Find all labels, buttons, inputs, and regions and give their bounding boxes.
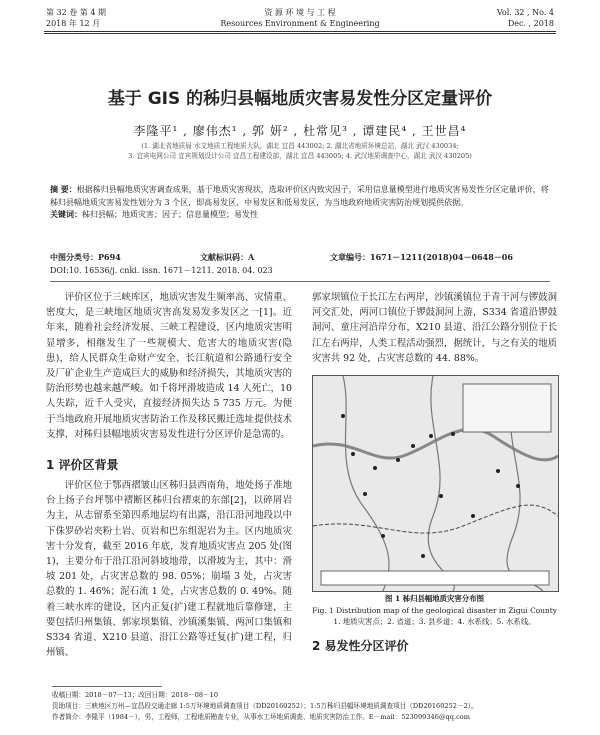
abstract-label: 摘 要： [50, 185, 77, 194]
keywords-label: 关键词： [50, 210, 82, 219]
continued-paragraph: 郭家坝镇位于长江左右两岸，沙镇溪镇位于青干河与锣鼓洞河交汇处，两河口镇位于锣鼓洞河上游，S334 省道沿锣鼓洞河、童庄河沿岸分布，X210 县道、沿江公路分别位于长江左右两岸，人类工程活动强烈，据统计，与之有关的地质灾害共 92 处，占灾害总数的 44. 88%。 [312, 292, 557, 364]
right-column-top [312, 290, 557, 366]
inset-map [463, 384, 551, 432]
abstract-block [50, 184, 550, 222]
map-legend [321, 571, 549, 585]
journal-name-en: Resources Environment & Engineering [220, 19, 380, 28]
volume-issue-en: Vol. 32 , No. 4 [496, 8, 554, 17]
left-column-top [46, 290, 292, 442]
abstract-text: 根据秭归县幅地质灾害调查成果，基于地质灾害现状，选取评价区内致灾因子，采用信息量模型进行地质灾害易发性分区定量评价，将秭归县幅地质灾害易发性划分为 3 个区，即高易发区、中易发区和低易发区，为当地政府地质灾害防治规划提供依据。 [50, 185, 549, 207]
affiliation-line-2: 3. 宜宾电网公司 宜宾规划设计公司 宜昌工程建设部，湖北 宜昌 443005; 4. 武汉地质调查中心，湖北 武汉 430205) [128, 152, 472, 160]
doi: DOI:10. 16536/j. cnki. issn. 1671－1211. 2018. 04. 023 [50, 266, 273, 275]
article-number: 文章编号：1671－1211(2018)04－0648－06 [330, 252, 513, 262]
received-date: 收稿日期：2018－07－13；改回日期：2018－08－10 [52, 691, 219, 699]
journal-volume-en [497, 7, 554, 29]
figure-caption-en: Fig. 1 Distribution map of the geological disaster in Zigui County [312, 606, 557, 615]
publication-date: 2018 年 12 月 [46, 19, 101, 28]
left-column-bottom [46, 478, 292, 660]
footnote-rule [52, 686, 162, 687]
background-paragraph: 评价区位于鄂西褶皱山区秭归县西南角，地处扬子准地台上扬子台坪鄂中褶断区秭归台褶束的东部[2]，以碎屑岩为主，从志留系至第四系地层均有出露，沿江沿河地段以中下侏罗砂岩夹粉土岩、页岩和巴东组泥岩为主。区内地质灾害十分发育，截至 2016 年底，发育地质灾害点 205 处(图 1)，主要分布于沿江沿河斜坡地带，以滑坡为主，其中：滑坡 201 处，占灾害总数的 98. 05%；崩塌 3 处，占灾害总数的 1. 46%；泥石流 1 处，占灾害总数的 0. 49%。随着三峡水库的建设，区内正复(扩)建工程就地后靠修建，主要包括归州集镇、郭家坝集镇、沙镇溪集镇、两河口集镇和 S334 省道、X210 县道、沿江公路等迁复(扩)建工程，归州镇、 [46, 480, 292, 659]
author-bio: 作者简介：李隆平（1984－），男，工程师，工程地质勘查专业，从事水工环地质调查、地质灾害防治工作。E－mail：523099346@qq.com [52, 713, 470, 721]
affiliation-line-1: (1. 湖北省地质局 水文地质工程地质大队，湖北 宜昌 443002; 2. 湖北省地质环境总站，湖北 武汉 430034; [141, 142, 459, 150]
figure-legend-note: 1. 地质灾害点；2. 省道；3. 县乡道；4. 水系线；5. 水系线。 [333, 617, 536, 626]
paper-title: 基于 GIS 的秭归县幅地质灾害易发性分区定量评价 [107, 89, 493, 109]
keywords-text: 秭归县幅；地质灾害；因子；信息量模型；易发性 [82, 210, 258, 219]
publication-date-en: Dec. , 2018 [507, 19, 554, 28]
section-1-heading: 1 评价区背景 [46, 458, 119, 472]
header-rule-thin [44, 33, 556, 34]
volume-issue: 第 32 卷 第 4 期 [46, 8, 106, 17]
map-figure [313, 376, 558, 591]
header-rule [44, 31, 556, 32]
clc-number: 中图分类号：P694 [50, 252, 121, 262]
section-2-heading: 2 易发性分区评价 [312, 639, 409, 653]
intro-paragraph: 评价区位于三峡库区，地质灾害发生频率高、灾情重、密度大，是三峡地区地质灾害高发易发多发区之一[1]。近年来，随着社会经济发展、三峡工程建设，区内地质灾害明显增多，相继发生了一些规模大、危害大的地质灾害(隐患)，给人民群众生命财产安全、长江航道和公路通行安全及厂矿企业生产造成巨大的威胁和经济损失，其地质灾害的防治形势也越来越严峻。如千将坪滑坡造成 14 人死亡，10 人失踪，近千人受灾，直接经济损失达 5 735 万元。为便于当地政府开展地质灾害防治工作及移民搬迁选址提供技术支撑，对秭归县幅地质灾害易发性进行分区评价是急需的。 [46, 292, 292, 440]
abstract-rule [50, 281, 550, 282]
funding-note: 资助项目：三峡地区万州—宜昌段交通走廊 1:5万环境地质调查项目（DD20160252）；1:5万秭归县幅环境地质调查项目（DD20160252－2）。 [52, 702, 478, 710]
disaster-distribution-map [312, 375, 559, 592]
figure-caption-cn: 图 1 秭归县幅地质灾害分布图 [385, 594, 484, 603]
author-list: 李隆平¹ , 廖伟杰¹ , 郭 妍² , 杜常见³ , 谭建民⁴ , 王世昌⁴ [133, 124, 467, 138]
document-code: 文献标识码：A [200, 252, 255, 262]
journal-name-cn: 资 源 环 境 与 工 程 [264, 8, 336, 17]
